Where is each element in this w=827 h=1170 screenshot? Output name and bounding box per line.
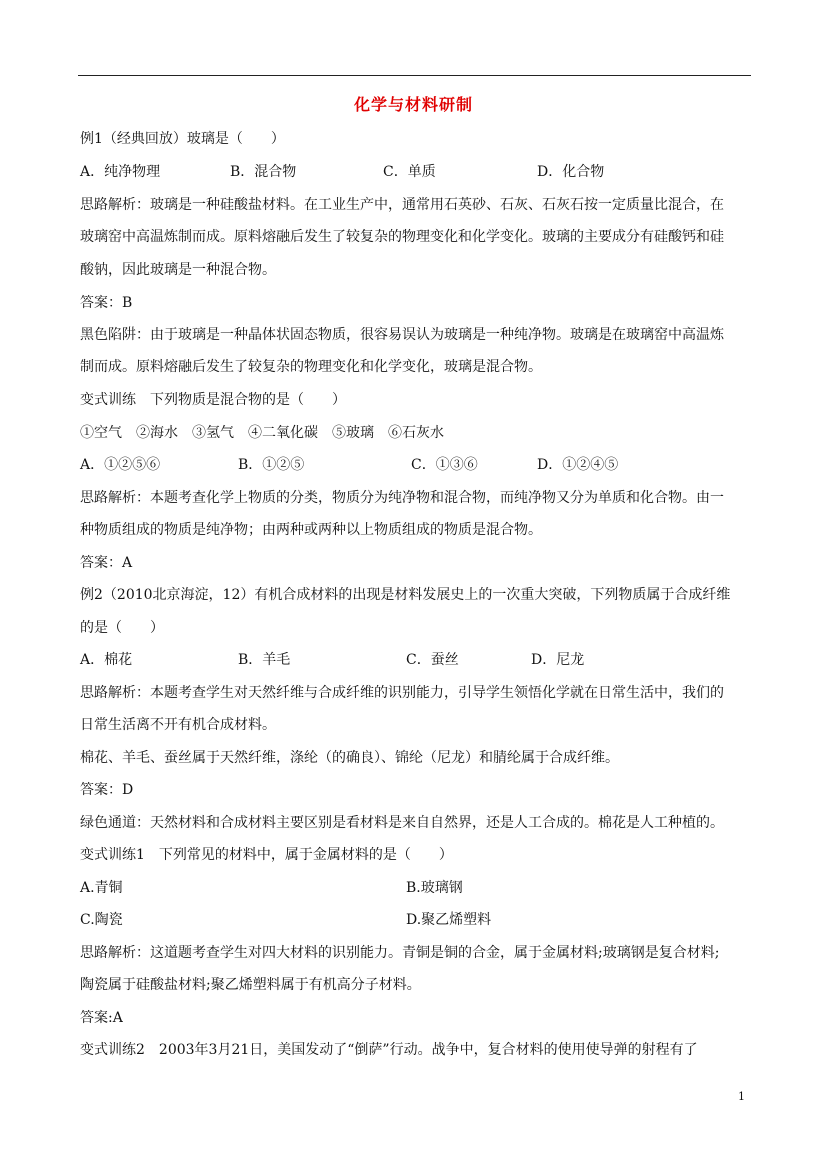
q2-option-d: D．尼龙 bbox=[531, 652, 585, 668]
q2-answer: 答案：D bbox=[80, 782, 134, 798]
q2-option-a: A．棉花 bbox=[80, 652, 133, 668]
v1-option-b: B．①②⑤ bbox=[238, 457, 305, 473]
q2-option-b: B．羊毛 bbox=[238, 652, 291, 668]
v2-analysis-line: 陶瓷属于硅酸盐材料;聚乙烯塑料属于有机高分子材料。 bbox=[80, 977, 421, 993]
q1-analysis-line: 玻璃窑中高温炼制而成。原料熔融后发生了较复杂的物理变化和化学变化。玻璃的主要成分有硅酸钙和硅 bbox=[80, 229, 724, 245]
q1-option-c: C．单质 bbox=[383, 164, 436, 180]
q1-answer: 答案：B bbox=[80, 295, 133, 311]
v2-option-d: D.聚乙烯塑料 bbox=[406, 912, 492, 928]
variant-3-stem: 变式训练2 2003年3月21日，美国发动了“倒萨”行动。战争中，复合材料的使用使导弹的射程有了 bbox=[80, 1042, 698, 1058]
v1-analysis-line: 种物质组成的物质是纯净物；由两种或两种以上物质组成的物质是混合物。 bbox=[80, 522, 542, 538]
v2-option-a: A.青铜 bbox=[80, 880, 123, 896]
variant-2-stem: 变式训练1 下列常见的材料中，属于金属材料的是（ ） bbox=[80, 847, 453, 863]
q1-analysis-line: 酸钠，因此玻璃是一种混合物。 bbox=[80, 262, 276, 278]
q1-option-a: A．纯净物理 bbox=[80, 164, 161, 180]
v2-analysis-line: 思路解析：这道题考查学生对四大材料的识别能力。青铜是铜的合金，属于金属材料;玻璃钢是复合材料; bbox=[80, 945, 720, 961]
v1-option-a: A．①②⑤⑥ bbox=[80, 457, 161, 473]
variant-1-stem: 变式训练 下列物质是混合物的是（ ） bbox=[80, 392, 346, 408]
q2-option-c: C．蚕丝 bbox=[406, 652, 459, 668]
v2-option-b: B.玻璃钢 bbox=[406, 880, 463, 896]
q1-option-b: B．混合物 bbox=[230, 164, 297, 180]
header-rule bbox=[78, 75, 751, 76]
v1-answer: 答案：A bbox=[80, 555, 133, 571]
question-1-stem: 例1（经典回放）玻璃是（ ） bbox=[80, 131, 285, 147]
q2-analysis-line: 棉花、羊毛、蚕丝属于天然纤维，涤纶（的确良）、锦纶（尼龙）和腈纶属于合成纤维。 bbox=[80, 750, 619, 766]
q2-green-note: 绿色通道：天然材料和合成材料主要区别是看材料是来自自然界，还是人工合成的。棉花是人工种植的。 bbox=[80, 815, 724, 831]
v2-option-c: C.陶瓷 bbox=[80, 912, 123, 928]
v2-answer: 答案:A bbox=[80, 1010, 123, 1026]
variant-1-items: ①空气 ②海水 ③氢气 ④二氧化碳 ⑤玻璃 ⑥石灰水 bbox=[80, 425, 444, 441]
question-2-stem: 例2（2010北京海淀，12）有机合成材料的出现是材料发展史上的一次重大突破，下列物质属于合成纤维 bbox=[80, 587, 731, 603]
v1-analysis-line: 思路解析：本题考查化学上物质的分类，物质分为纯净物和混合物，而纯净物又分为单质和化合物。由一 bbox=[80, 490, 724, 506]
q1-trap-line: 黑色陷阱：由于玻璃是一种晶体状固态物质，很容易误认为玻璃是一种纯净物。玻璃是在玻璃窑中高温炼 bbox=[80, 327, 724, 343]
page-title: 化学与材料研制 bbox=[353, 95, 473, 114]
q1-option-d: D．化合物 bbox=[537, 164, 605, 180]
page-number: 1 bbox=[738, 1090, 745, 1103]
q1-trap-line: 制而成。原料熔融后发生了较复杂的物理变化和化学变化，玻璃是混合物。 bbox=[80, 359, 542, 375]
q1-analysis-line: 思路解析：玻璃是一种硅酸盐材料。在工业生产中，通常用石英砂、石灰、石灰石按一定质量比混合，在 bbox=[80, 197, 724, 213]
question-2-stem: 的是（ ） bbox=[80, 620, 164, 636]
v1-option-d: D．①②④⑤ bbox=[537, 457, 619, 473]
q2-analysis-line: 日常生活离不开有机合成材料。 bbox=[80, 717, 276, 733]
q2-analysis-line: 思路解析：本题考查学生对天然纤维与合成纤维的识别能力，引导学生领悟化学就在日常生活中，我们的 bbox=[80, 685, 724, 701]
v1-option-c: C．①③⑥ bbox=[411, 457, 478, 473]
